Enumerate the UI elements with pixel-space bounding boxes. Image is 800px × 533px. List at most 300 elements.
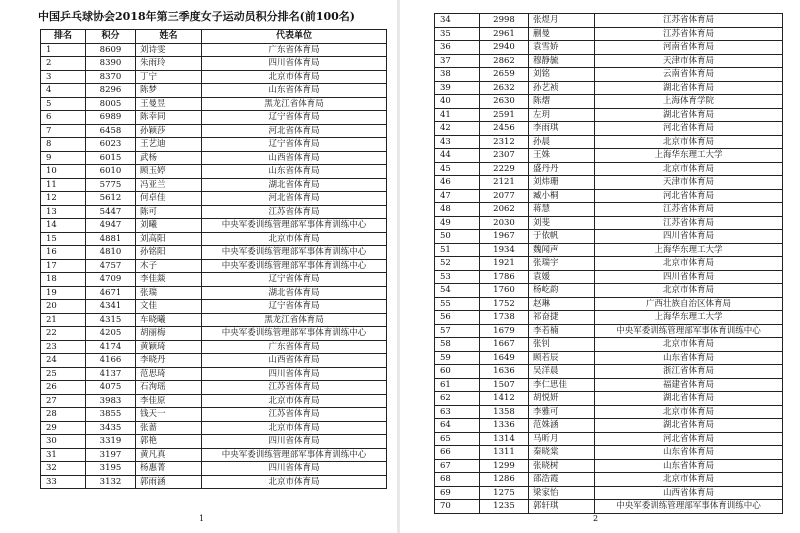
points-cell: 4174 <box>86 340 136 354</box>
points-cell: 1636 <box>480 365 529 379</box>
ranking-table-page-1 <box>40 29 387 489</box>
points-cell: 1752 <box>480 297 529 311</box>
player-name-cell: 袁雪娇 <box>529 41 595 55</box>
rank-cell: 66 <box>435 446 480 460</box>
player-name-cell: 刘高阳 <box>136 232 202 246</box>
table-row <box>435 419 783 433</box>
player-name-cell: 钱天一 <box>136 408 202 422</box>
player-name-cell: 李雅可 <box>529 405 595 419</box>
rank-cell: 10 <box>41 165 86 179</box>
points-cell: 8390 <box>86 57 136 71</box>
rank-cell: 37 <box>435 54 480 68</box>
rank-cell: 36 <box>435 41 480 55</box>
rank-cell: 13 <box>41 205 86 219</box>
points-cell: 2961 <box>480 27 529 41</box>
unit-cell: 山西省体育局 <box>202 151 387 165</box>
player-name-cell: 臧小桐 <box>529 189 595 203</box>
rank-cell: 64 <box>435 419 480 433</box>
points-cell: 2659 <box>480 68 529 82</box>
unit-cell: 江苏省体育局 <box>595 203 783 217</box>
player-name-cell: 祁奋捷 <box>529 311 595 325</box>
player-name-cell: 蒋慧 <box>529 203 595 217</box>
player-name-cell: 石洵瑶 <box>136 381 202 395</box>
points-cell: 3197 <box>86 448 136 462</box>
player-name-cell: 李晓丹 <box>136 354 202 368</box>
player-name-cell: 李雨琪 <box>529 122 595 136</box>
points-cell: 3435 <box>86 421 136 435</box>
rank-cell: 26 <box>41 381 86 395</box>
table-row <box>435 324 783 338</box>
table-row <box>435 176 783 190</box>
player-name-cell: 黄凡真 <box>136 448 202 462</box>
table-row <box>41 421 387 435</box>
table-row <box>435 149 783 163</box>
table-row <box>435 311 783 325</box>
table-row <box>41 327 387 341</box>
unit-cell: 上海华东理工大学 <box>595 149 783 163</box>
table-row <box>41 435 387 449</box>
rank-cell: 21 <box>41 313 86 327</box>
player-name-cell: 左玥 <box>529 108 595 122</box>
table-row <box>41 84 387 98</box>
rank-cell: 57 <box>435 324 480 338</box>
rank-cell: 19 <box>41 286 86 300</box>
points-cell: 1235 <box>480 500 529 514</box>
rank-cell: 9 <box>41 151 86 165</box>
player-name-cell: 范思琦 <box>136 367 202 381</box>
player-name-cell: 李佳燚 <box>136 273 202 287</box>
points-cell: 2591 <box>480 108 529 122</box>
player-name-cell: 刘曦 <box>136 219 202 233</box>
player-name-cell: 张煜月 <box>529 14 595 28</box>
unit-cell: 四川省体育局 <box>595 230 783 244</box>
rank-cell: 40 <box>435 95 480 109</box>
player-name-cell: 李仁思佳 <box>529 378 595 392</box>
points-cell: 1275 <box>480 486 529 500</box>
player-name-cell: 顾玉婷 <box>136 165 202 179</box>
player-name-cell: 刘斐 <box>529 216 595 230</box>
table-row <box>435 486 783 500</box>
table-row <box>41 381 387 395</box>
document-page-2 <box>404 0 800 533</box>
rank-cell: 16 <box>41 246 86 260</box>
table-row <box>41 232 387 246</box>
unit-cell: 北京市体育局 <box>595 162 783 176</box>
points-cell: 2030 <box>480 216 529 230</box>
table-row <box>435 459 783 473</box>
unit-cell: 山东省体育局 <box>595 459 783 473</box>
player-name-cell: 李若楠 <box>529 324 595 338</box>
rank-cell: 25 <box>41 367 86 381</box>
table-row <box>41 111 387 125</box>
document-page-1 <box>0 0 393 533</box>
unit-cell: 上海体育学院 <box>595 95 783 109</box>
player-name-cell: 王曼昱 <box>136 97 202 111</box>
player-name-cell: 盛丹丹 <box>529 162 595 176</box>
page-divider <box>397 0 400 533</box>
player-name-cell: 马昕月 <box>529 432 595 446</box>
table-row <box>435 41 783 55</box>
rank-cell: 11 <box>41 178 86 192</box>
unit-cell: 辽宁省体育局 <box>202 138 387 152</box>
points-cell: 2062 <box>480 203 529 217</box>
table-row <box>435 81 783 95</box>
player-name-cell: 王姝 <box>529 149 595 163</box>
rank-cell: 3 <box>41 70 86 84</box>
points-cell: 1649 <box>480 351 529 365</box>
points-cell: 4671 <box>86 286 136 300</box>
table-row <box>41 448 387 462</box>
player-name-cell: 陈可 <box>136 205 202 219</box>
points-cell: 1286 <box>480 473 529 487</box>
player-name-cell: 孙颖莎 <box>136 124 202 138</box>
player-name-cell: 黄颖琦 <box>136 340 202 354</box>
rank-cell: 70 <box>435 500 480 514</box>
player-name-cell: 孙晨 <box>529 135 595 149</box>
points-cell: 1738 <box>480 311 529 325</box>
player-name-cell: 张瑞 <box>136 286 202 300</box>
table-row <box>41 273 387 287</box>
unit-cell: 辽宁省体育局 <box>202 273 387 287</box>
table-row <box>435 162 783 176</box>
player-name-cell: 胡丽梅 <box>136 327 202 341</box>
table-row <box>435 378 783 392</box>
player-name-cell: 顾若辰 <box>529 351 595 365</box>
unit-cell: 北京市体育局 <box>595 257 783 271</box>
rank-cell: 28 <box>41 408 86 422</box>
rank-cell: 47 <box>435 189 480 203</box>
points-cell: 1314 <box>480 432 529 446</box>
table-row <box>41 259 387 273</box>
points-cell: 1934 <box>480 243 529 257</box>
rank-cell: 42 <box>435 122 480 136</box>
player-name-cell: 杨屹韵 <box>529 284 595 298</box>
rank-cell: 65 <box>435 432 480 446</box>
player-name-cell: 文佳 <box>136 300 202 314</box>
points-cell: 3132 <box>86 475 136 489</box>
unit-cell: 北京市体育局 <box>202 475 387 489</box>
player-name-cell: 胡悦妍 <box>529 392 595 406</box>
unit-cell: 河北省体育局 <box>595 432 783 446</box>
player-name-cell: 梁家怡 <box>529 486 595 500</box>
points-cell: 3195 <box>86 462 136 476</box>
document-title: 中国乒乓球协会2018年第三季度女子运动员积分排名(前100名) <box>38 10 355 23</box>
unit-cell: 河北省体育局 <box>595 189 783 203</box>
points-cell: 2632 <box>480 81 529 95</box>
points-cell: 2229 <box>480 162 529 176</box>
rank-cell: 63 <box>435 405 480 419</box>
player-name-cell: 刘诗雯 <box>136 43 202 57</box>
table-row <box>41 367 387 381</box>
rank-cell: 2 <box>41 57 86 71</box>
player-name-cell: 武杨 <box>136 151 202 165</box>
table-row <box>41 192 387 206</box>
unit-cell: 中央军委训练管理部军事体育训练中心 <box>595 324 783 338</box>
table-row <box>41 219 387 233</box>
unit-cell: 江苏省体育局 <box>202 381 387 395</box>
table-row <box>435 405 783 419</box>
table-row <box>41 165 387 179</box>
table-row <box>41 205 387 219</box>
points-cell: 4757 <box>86 259 136 273</box>
unit-cell: 北京市体育局 <box>595 284 783 298</box>
player-name-cell: 张瑞宇 <box>529 257 595 271</box>
rank-cell: 4 <box>41 84 86 98</box>
table-row <box>41 151 387 165</box>
points-cell: 2312 <box>480 135 529 149</box>
rank-cell: 23 <box>41 340 86 354</box>
points-cell: 4947 <box>86 219 136 233</box>
player-name-cell: 王艺迪 <box>136 138 202 152</box>
table-row <box>435 392 783 406</box>
unit-cell: 山西省体育局 <box>202 354 387 368</box>
points-cell: 4810 <box>86 246 136 260</box>
rank-cell: 59 <box>435 351 480 365</box>
rank-cell: 48 <box>435 203 480 217</box>
rank-cell: 67 <box>435 459 480 473</box>
unit-cell: 天津市体育局 <box>595 54 783 68</box>
unit-cell: 江苏省体育局 <box>595 14 783 28</box>
table-row <box>435 216 783 230</box>
unit-cell: 黑龙江省体育局 <box>202 313 387 327</box>
table-row <box>435 108 783 122</box>
rank-cell: 43 <box>435 135 480 149</box>
unit-cell: 中央军委训练管理部军事体育训练中心 <box>202 327 387 341</box>
table-row <box>435 230 783 244</box>
rank-cell: 29 <box>41 421 86 435</box>
unit-cell: 河北省体育局 <box>202 192 387 206</box>
unit-cell: 河南省体育局 <box>595 41 783 55</box>
unit-cell: 江苏省体育局 <box>595 216 783 230</box>
table-row <box>435 473 783 487</box>
table-row <box>41 97 387 111</box>
table-row <box>435 338 783 352</box>
table-row <box>41 394 387 408</box>
points-cell: 4341 <box>86 300 136 314</box>
table-row <box>435 365 783 379</box>
points-cell: 4315 <box>86 313 136 327</box>
unit-cell: 北京市体育局 <box>595 338 783 352</box>
points-cell: 1336 <box>480 419 529 433</box>
table-row <box>435 14 783 28</box>
player-name-cell: 车晓曦 <box>136 313 202 327</box>
table-row <box>435 27 783 41</box>
points-cell: 2121 <box>480 176 529 190</box>
points-cell: 8296 <box>86 84 136 98</box>
unit-cell: 中央军委训练管理部军事体育训练中心 <box>202 246 387 260</box>
points-cell: 3983 <box>86 394 136 408</box>
table-row <box>435 54 783 68</box>
unit-cell: 湖北省体育局 <box>202 178 387 192</box>
points-cell: 4709 <box>86 273 136 287</box>
points-cell: 2940 <box>480 41 529 55</box>
unit-cell: 江苏省体育局 <box>595 27 783 41</box>
rank-cell: 14 <box>41 219 86 233</box>
table-row <box>435 203 783 217</box>
points-cell: 4166 <box>86 354 136 368</box>
unit-cell: 天津市体育局 <box>595 176 783 190</box>
unit-cell: 广东省体育局 <box>202 43 387 57</box>
table-row <box>435 189 783 203</box>
points-cell: 6989 <box>86 111 136 125</box>
points-cell: 1667 <box>480 338 529 352</box>
header-name: 姓名 <box>136 30 202 44</box>
unit-cell: 江苏省体育局 <box>202 205 387 219</box>
player-name-cell: 何卓佳 <box>136 192 202 206</box>
rank-cell: 30 <box>41 435 86 449</box>
points-cell: 8005 <box>86 97 136 111</box>
page-number: 2 <box>593 514 599 523</box>
rank-cell: 58 <box>435 338 480 352</box>
rank-cell: 45 <box>435 162 480 176</box>
rank-cell: 6 <box>41 111 86 125</box>
rank-cell: 12 <box>41 192 86 206</box>
rank-cell: 34 <box>435 14 480 28</box>
player-name-cell: 陈梦 <box>136 84 202 98</box>
unit-cell: 四川省体育局 <box>202 57 387 71</box>
rank-cell: 32 <box>41 462 86 476</box>
table-row <box>41 124 387 138</box>
unit-cell: 中央军委训练管理部军事体育训练中心 <box>595 500 783 514</box>
rank-cell: 68 <box>435 473 480 487</box>
points-cell: 2307 <box>480 149 529 163</box>
points-cell: 2998 <box>480 14 529 28</box>
rank-cell: 35 <box>435 27 480 41</box>
table-row <box>435 270 783 284</box>
table-row <box>435 122 783 136</box>
header-rank: 排名 <box>41 30 86 44</box>
rank-cell: 39 <box>435 81 480 95</box>
table-row <box>435 500 783 514</box>
player-name-cell: 郭艳 <box>136 435 202 449</box>
player-name-cell: 陈熠 <box>529 95 595 109</box>
unit-cell: 山西省体育局 <box>595 486 783 500</box>
unit-cell: 山东省体育局 <box>595 446 783 460</box>
table-row <box>41 138 387 152</box>
player-name-cell: 秦晓棠 <box>529 446 595 460</box>
player-name-cell: 蒯曼 <box>529 27 595 41</box>
player-name-cell: 赵琳 <box>529 297 595 311</box>
player-name-cell: 孙铭阳 <box>136 246 202 260</box>
rank-cell: 46 <box>435 176 480 190</box>
unit-cell: 北京市体育局 <box>595 405 783 419</box>
player-name-cell: 吴洋晨 <box>529 365 595 379</box>
unit-cell: 上海华东理工大学 <box>595 311 783 325</box>
rank-cell: 53 <box>435 270 480 284</box>
table-row <box>435 135 783 149</box>
unit-cell: 湖北省体育局 <box>595 419 783 433</box>
player-name-cell: 李佳原 <box>136 394 202 408</box>
rank-cell: 41 <box>435 108 480 122</box>
points-cell: 2630 <box>480 95 529 109</box>
header-points: 积分 <box>86 30 136 44</box>
unit-cell: 河北省体育局 <box>595 122 783 136</box>
points-cell: 2456 <box>480 122 529 136</box>
rank-cell: 56 <box>435 311 480 325</box>
rank-cell: 20 <box>41 300 86 314</box>
unit-cell: 山东省体育局 <box>595 351 783 365</box>
points-cell: 6023 <box>86 138 136 152</box>
table-row <box>435 68 783 82</box>
unit-cell: 辽宁省体育局 <box>202 111 387 125</box>
points-cell: 4881 <box>86 232 136 246</box>
rank-cell: 5 <box>41 97 86 111</box>
player-name-cell: 刘炜珊 <box>529 176 595 190</box>
player-name-cell: 张钊 <box>529 338 595 352</box>
rank-cell: 60 <box>435 365 480 379</box>
points-cell: 1679 <box>480 324 529 338</box>
table-row <box>435 243 783 257</box>
table-row <box>435 351 783 365</box>
rank-cell: 52 <box>435 257 480 271</box>
rank-cell: 55 <box>435 297 480 311</box>
points-cell: 4075 <box>86 381 136 395</box>
points-cell: 1358 <box>480 405 529 419</box>
points-cell: 4137 <box>86 367 136 381</box>
unit-cell: 中央军委训练管理部军事体育训练中心 <box>202 448 387 462</box>
rank-cell: 33 <box>41 475 86 489</box>
rank-cell: 69 <box>435 486 480 500</box>
points-cell: 1786 <box>480 270 529 284</box>
player-name-cell: 魏闻声 <box>529 243 595 257</box>
rank-cell: 7 <box>41 124 86 138</box>
unit-cell: 中央军委训练管理部军事体育训练中心 <box>202 219 387 233</box>
table-header-row <box>41 30 387 44</box>
points-cell: 1760 <box>480 284 529 298</box>
table-row <box>41 300 387 314</box>
points-cell: 4205 <box>86 327 136 341</box>
table-row <box>41 70 387 84</box>
points-cell: 1967 <box>480 230 529 244</box>
player-name-cell: 丁宁 <box>136 70 202 84</box>
unit-cell: 北京市体育局 <box>595 473 783 487</box>
points-cell: 2862 <box>480 54 529 68</box>
unit-cell: 湖北省体育局 <box>595 81 783 95</box>
unit-cell: 福建省体育局 <box>595 378 783 392</box>
table-row <box>41 475 387 489</box>
player-name-cell: 袁媛 <box>529 270 595 284</box>
unit-cell: 广西壮族自治区体育局 <box>595 297 783 311</box>
table-row <box>41 313 387 327</box>
table-row <box>41 178 387 192</box>
rank-cell: 15 <box>41 232 86 246</box>
rank-cell: 50 <box>435 230 480 244</box>
player-name-cell: 郭轩琪 <box>529 500 595 514</box>
rank-cell: 54 <box>435 284 480 298</box>
player-name-cell: 杨惠菁 <box>136 462 202 476</box>
rank-cell: 27 <box>41 394 86 408</box>
unit-cell: 江苏省体育局 <box>202 408 387 422</box>
player-name-cell: 穆静毓 <box>529 54 595 68</box>
player-name-cell: 张晓树 <box>529 459 595 473</box>
unit-cell: 北京市体育局 <box>202 70 387 84</box>
player-name-cell: 朱雨玲 <box>136 57 202 71</box>
points-cell: 8609 <box>86 43 136 57</box>
unit-cell: 浙江省体育局 <box>595 365 783 379</box>
unit-cell: 湖北省体育局 <box>202 286 387 300</box>
rank-cell: 22 <box>41 327 86 341</box>
table-row <box>41 354 387 368</box>
points-cell: 5775 <box>86 178 136 192</box>
rank-cell: 17 <box>41 259 86 273</box>
page-number: 1 <box>199 514 205 523</box>
table-row <box>435 284 783 298</box>
unit-cell: 四川省体育局 <box>202 462 387 476</box>
header-unit: 代表单位 <box>202 30 387 44</box>
rank-cell: 8 <box>41 138 86 152</box>
points-cell: 6010 <box>86 165 136 179</box>
unit-cell: 四川省体育局 <box>202 367 387 381</box>
